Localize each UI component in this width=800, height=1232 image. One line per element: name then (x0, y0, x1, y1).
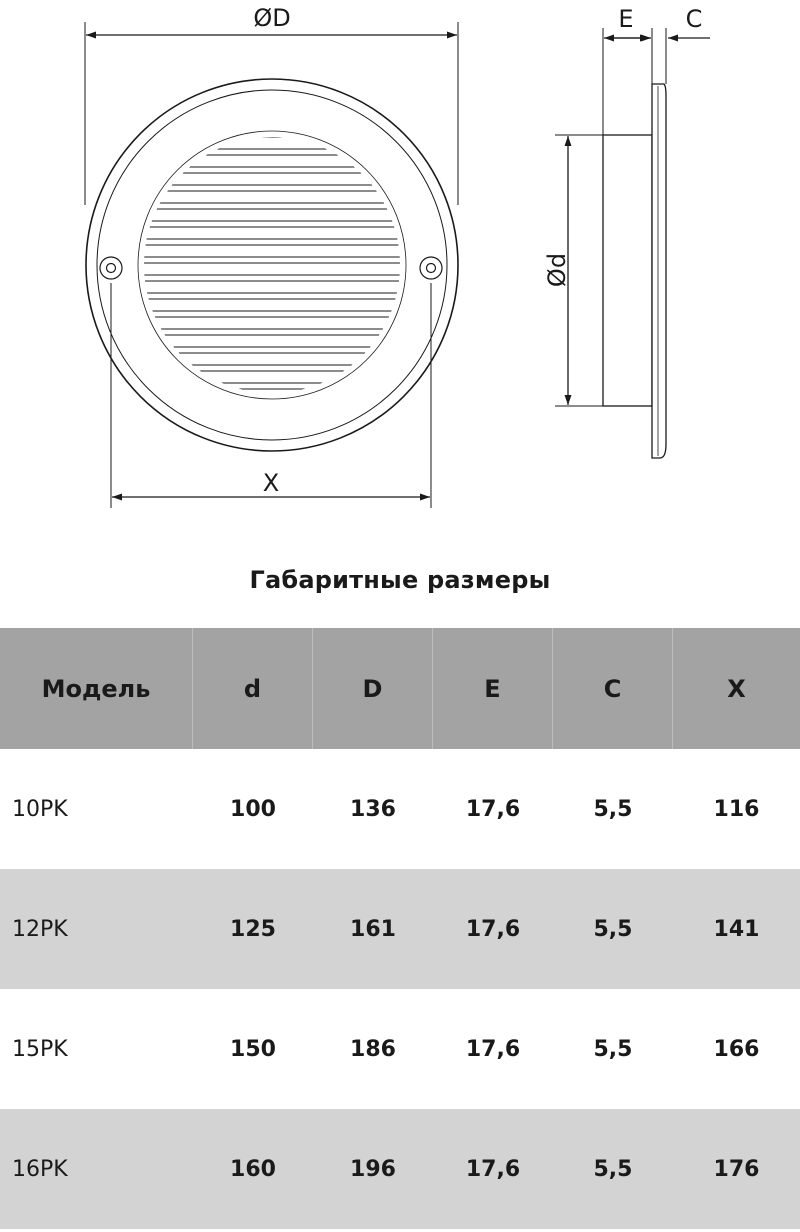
cell-D: 161 (350, 916, 396, 942)
flange-label: C (685, 5, 703, 33)
cell-d: 160 (230, 1156, 276, 1182)
cell-C: 5,5 (593, 1036, 633, 1062)
dimensions-table (0, 628, 800, 1229)
header-D: D (313, 628, 433, 749)
table-row (0, 1109, 800, 1229)
outer-diameter-label: ØD (253, 4, 291, 32)
cell-D: 186 (350, 1036, 396, 1062)
cell-E: 17,6 (465, 916, 521, 942)
screw-hole-left (100, 257, 122, 279)
header-C: C (553, 628, 673, 749)
cell-d: 150 (230, 1036, 276, 1062)
table-row (0, 749, 800, 869)
cell-E: 17,6 (465, 1036, 521, 1062)
cell-C: 5,5 (593, 1156, 633, 1182)
header-d: d (193, 628, 313, 749)
cell-X: 166 (713, 1036, 760, 1062)
cell-E: 17,6 (465, 1156, 521, 1182)
table-row (0, 989, 800, 1109)
header-E: E (433, 628, 553, 749)
cell-X: 116 (713, 796, 760, 822)
hole-spacing-label: X (262, 469, 280, 497)
side-view (543, 5, 710, 458)
inner-diameter-label: Ød (543, 252, 571, 288)
cell-model: 16PK (12, 1156, 68, 1182)
cell-D: 136 (350, 796, 396, 822)
cell-d: 125 (230, 916, 276, 942)
side-flange (652, 84, 666, 458)
header-X: X (727, 674, 746, 703)
cell-X: 176 (713, 1156, 760, 1182)
screw-hole-right (420, 257, 442, 279)
cell-D: 196 (350, 1156, 396, 1182)
depth-label: E (618, 5, 634, 33)
table-row (0, 869, 800, 989)
cell-model: 10PK (12, 796, 68, 822)
cell-model: 12PK (12, 916, 68, 942)
cell-X: 141 (713, 916, 760, 942)
cell-C: 5,5 (593, 916, 633, 942)
cell-model: 15PK (12, 1036, 68, 1062)
table-header-row (0, 628, 800, 749)
table-title: Габаритные размеры (249, 566, 551, 594)
cell-d: 100 (230, 796, 276, 822)
front-view (85, 4, 458, 508)
cell-C: 5,5 (593, 796, 633, 822)
technical-drawing (0, 0, 800, 560)
header-model: Модель (0, 628, 193, 749)
side-collar (603, 135, 652, 406)
cell-E: 17,6 (465, 796, 521, 822)
